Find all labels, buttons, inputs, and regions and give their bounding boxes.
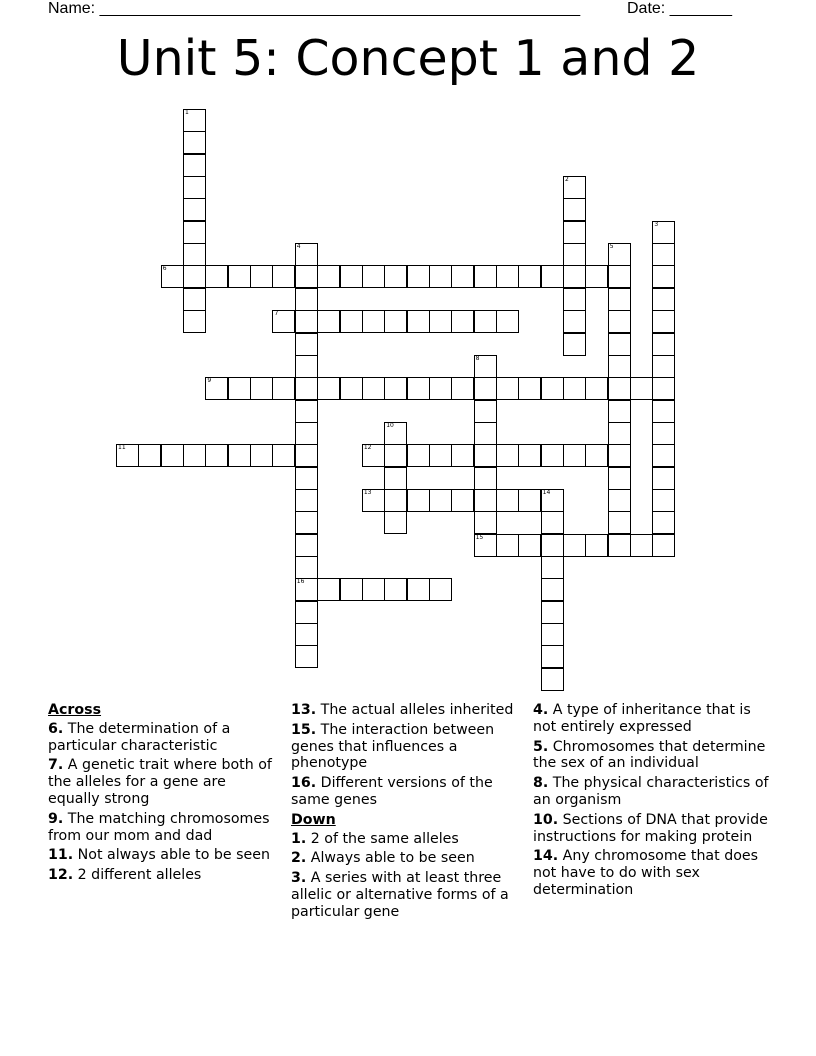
- grid-cell[interactable]: [295, 422, 318, 445]
- grid-cell[interactable]: [474, 422, 497, 445]
- clue-item: [48, 721, 280, 755]
- grid-cell[interactable]: [295, 556, 318, 579]
- grid-cell[interactable]: [429, 444, 452, 467]
- grid-cell[interactable]: [317, 377, 340, 400]
- grid-cell[interactable]: [608, 422, 631, 445]
- grid-cell[interactable]: [429, 377, 452, 400]
- grid-cell[interactable]: [474, 467, 497, 490]
- grid-cell[interactable]: [384, 444, 407, 467]
- grid-cell[interactable]: [407, 265, 430, 288]
- grid-cell[interactable]: [541, 668, 564, 691]
- grid-cell[interactable]: [429, 578, 452, 601]
- grid-cell[interactable]: [652, 221, 675, 244]
- grid-cell[interactable]: [295, 601, 318, 624]
- grid-cell[interactable]: [585, 534, 608, 557]
- grid-cell[interactable]: [183, 221, 206, 244]
- clue-number: 12: [363, 444, 372, 452]
- grid-cell[interactable]: [563, 265, 586, 288]
- grid-cell[interactable]: [340, 578, 363, 601]
- grid-cell[interactable]: [496, 534, 519, 557]
- grid-cell[interactable]: [295, 377, 318, 400]
- grid-cell[interactable]: [541, 601, 564, 624]
- grid-cell[interactable]: [541, 511, 564, 534]
- grid-cell[interactable]: [608, 310, 631, 333]
- grid-cell[interactable]: [608, 534, 631, 557]
- grid-cell[interactable]: [652, 489, 675, 512]
- grid-cell[interactable]: [608, 333, 631, 356]
- grid-cell[interactable]: [116, 444, 139, 467]
- grid-cell[interactable]: [384, 489, 407, 512]
- grid-cell[interactable]: [295, 444, 318, 467]
- grid-cell[interactable]: [608, 467, 631, 490]
- clue-item-number: 16.: [291, 775, 317, 792]
- grid-cell[interactable]: [608, 355, 631, 378]
- clue-number: 6: [162, 265, 167, 273]
- grid-cell[interactable]: [652, 422, 675, 445]
- clue-item-text: Different versions of the same genes: [291, 775, 493, 808]
- grid-cell[interactable]: [630, 377, 653, 400]
- grid-cell[interactable]: [496, 377, 519, 400]
- grid-cell[interactable]: [541, 377, 564, 400]
- grid-cell[interactable]: [563, 243, 586, 266]
- across-heading: Across: [48, 702, 102, 718]
- clue-item-number: 10.: [533, 811, 559, 828]
- grid-cell[interactable]: [541, 623, 564, 646]
- grid-cell[interactable]: [183, 265, 206, 288]
- grid-cell[interactable]: [295, 243, 318, 266]
- grid-cell[interactable]: [608, 444, 631, 467]
- grid-cell[interactable]: [317, 265, 340, 288]
- clue-number: 10: [386, 421, 394, 429]
- grid-cell[interactable]: [295, 310, 318, 333]
- grid-cell[interactable]: [474, 489, 497, 512]
- grid-cell[interactable]: [272, 265, 295, 288]
- grid-cell[interactable]: [295, 265, 318, 288]
- grid-cell[interactable]: [407, 489, 430, 512]
- clue-item-number: 6.: [48, 720, 64, 737]
- grid-cell[interactable]: [541, 534, 564, 557]
- grid-cell[interactable]: [183, 288, 206, 311]
- clue-number: 15: [475, 533, 484, 541]
- clue-item-number: 14.: [533, 848, 559, 865]
- grid-cell[interactable]: [429, 310, 452, 333]
- grid-cell[interactable]: [518, 489, 541, 512]
- grid-cell[interactable]: [451, 265, 474, 288]
- clue-item: [291, 831, 521, 848]
- grid-cell[interactable]: [250, 444, 273, 467]
- grid-cell[interactable]: [496, 265, 519, 288]
- clue-item-text: 2 of the same alleles: [306, 830, 459, 847]
- grid-cell[interactable]: [362, 265, 385, 288]
- grid-cell[interactable]: [228, 265, 251, 288]
- grid-cell[interactable]: [295, 333, 318, 356]
- clue-number: 5: [609, 243, 614, 251]
- grid-cell[interactable]: [652, 288, 675, 311]
- clues-column-2: [291, 702, 521, 924]
- grid-cell[interactable]: [518, 444, 541, 467]
- grid-cell[interactable]: [608, 511, 631, 534]
- grid-cell[interactable]: [541, 556, 564, 579]
- clue-item-number: 4.: [533, 702, 549, 718]
- grid-cell[interactable]: [451, 489, 474, 512]
- grid-cell[interactable]: [585, 265, 608, 288]
- grid-cell[interactable]: [272, 444, 295, 467]
- grid-cell[interactable]: [496, 444, 519, 467]
- clue-item-number: 5.: [533, 738, 549, 755]
- grid-cell[interactable]: [384, 310, 407, 333]
- grid-cell[interactable]: [183, 198, 206, 221]
- clue-item-number: 1.: [291, 830, 307, 847]
- grid-cell[interactable]: [295, 467, 318, 490]
- grid-cell[interactable]: [407, 310, 430, 333]
- grid-cell[interactable]: [518, 265, 541, 288]
- clue-item-number: 8.: [533, 775, 549, 792]
- grid-cell[interactable]: [362, 377, 385, 400]
- grid-cell[interactable]: [474, 400, 497, 423]
- grid-cell[interactable]: [295, 489, 318, 512]
- clue-item: [291, 850, 521, 867]
- grid-cell[interactable]: [608, 288, 631, 311]
- grid-cell[interactable]: [474, 377, 497, 400]
- clue-number: 13: [363, 488, 372, 496]
- clue-item-text: The determination of a particular characteristic: [48, 720, 231, 754]
- grid-cell[interactable]: [407, 377, 430, 400]
- grid-cell[interactable]: [563, 288, 586, 311]
- grid-cell[interactable]: [652, 534, 675, 557]
- grid-cell[interactable]: [541, 444, 564, 467]
- grid-cell[interactable]: [362, 310, 385, 333]
- clue-number: 7: [274, 310, 279, 318]
- clue-item: [291, 870, 521, 920]
- grid-cell[interactable]: [541, 578, 564, 601]
- grid-cell[interactable]: [161, 444, 184, 467]
- clue-item-text: Any chromosome that does not have to do with sex determination: [533, 848, 759, 898]
- clue-item-text: 2 different alleles: [73, 867, 202, 884]
- grid-cell[interactable]: [340, 377, 363, 400]
- grid-cell[interactable]: [340, 265, 363, 288]
- grid-cell[interactable]: [496, 489, 519, 512]
- clue-item-text: The matching chromosomes from our mom and dad: [48, 810, 270, 844]
- grid-cell[interactable]: [362, 578, 385, 601]
- clue-item-number: 12.: [48, 867, 74, 884]
- grid-cell[interactable]: [652, 400, 675, 423]
- grid-cell[interactable]: [384, 377, 407, 400]
- down-clue-list: [291, 831, 521, 921]
- grid-cell[interactable]: [474, 310, 497, 333]
- clue-number: 1: [185, 109, 189, 116]
- grid-cell[interactable]: [384, 265, 407, 288]
- grid-cell[interactable]: [272, 377, 295, 400]
- clue-item-number: 11.: [48, 847, 74, 864]
- grid-cell[interactable]: [585, 444, 608, 467]
- grid-cell[interactable]: [652, 467, 675, 490]
- grid-cell[interactable]: [652, 377, 675, 400]
- grid-cell[interactable]: [474, 265, 497, 288]
- grid-cell[interactable]: [451, 444, 474, 467]
- clue-number: 2: [565, 176, 569, 184]
- grid-cell[interactable]: [563, 176, 586, 199]
- grid-cell[interactable]: [563, 444, 586, 467]
- grid-cell[interactable]: [652, 444, 675, 467]
- grid-cell[interactable]: [608, 489, 631, 512]
- clue-item: [48, 757, 280, 807]
- grid-cell[interactable]: [496, 310, 519, 333]
- grid-cell[interactable]: [272, 310, 295, 333]
- grid-cell[interactable]: [295, 645, 318, 668]
- grid-cell[interactable]: [317, 578, 340, 601]
- grid-cell[interactable]: [407, 578, 430, 601]
- grid-cell[interactable]: [295, 534, 318, 557]
- grid-cell[interactable]: [362, 489, 385, 512]
- clue-number: 14: [542, 488, 551, 496]
- clue-item-text: Chromosomes that determine the sex of an individual: [533, 738, 766, 772]
- grid-cell[interactable]: [518, 534, 541, 557]
- grid-cell[interactable]: [652, 265, 675, 288]
- clue-item-text: Sections of DNA that provide instructions for making protein: [533, 811, 768, 845]
- clue-item: [48, 811, 280, 845]
- clue-item-number: 7.: [48, 757, 64, 774]
- grid-cell[interactable]: [295, 511, 318, 534]
- grid-cell[interactable]: [630, 534, 653, 557]
- grid-cell[interactable]: [608, 265, 631, 288]
- grid-cell[interactable]: [474, 511, 497, 534]
- grid-cell[interactable]: [340, 310, 363, 333]
- grid-cell[interactable]: [608, 400, 631, 423]
- grid-cell[interactable]: [295, 288, 318, 311]
- grid-cell[interactable]: [205, 444, 228, 467]
- clues-column-3: [533, 702, 773, 902]
- grid-cell[interactable]: [295, 623, 318, 646]
- clue-item-number: 9.: [48, 810, 64, 827]
- grid-cell[interactable]: [474, 444, 497, 467]
- grid-cell[interactable]: [138, 444, 161, 467]
- grid-cell[interactable]: [429, 265, 452, 288]
- grid-cell[interactable]: [183, 154, 206, 177]
- grid-cell[interactable]: [451, 377, 474, 400]
- grid-cell[interactable]: [384, 467, 407, 490]
- clue-item: [291, 775, 521, 809]
- grid-cell[interactable]: [384, 578, 407, 601]
- page-title: Unit 5: Concept 1 and 2: [116, 30, 700, 87]
- clue-item-text: The actual alleles inherited: [316, 702, 514, 718]
- grid-cell[interactable]: [474, 534, 497, 557]
- grid-cell[interactable]: [161, 265, 184, 288]
- grid-cell[interactable]: [563, 221, 586, 244]
- down-clue-list-continued: [533, 702, 773, 899]
- clue-item: [291, 722, 521, 772]
- grid-cell[interactable]: [295, 355, 318, 378]
- clue-item-text: The physical characteristics of an organism: [533, 775, 769, 808]
- clue-item-number: 15.: [291, 721, 317, 738]
- across-clue-list: [48, 721, 280, 884]
- clue-item-text: A series with at least three allelic or alternative forms of a particular gene: [291, 870, 509, 920]
- grid-cell[interactable]: [541, 489, 564, 512]
- grid-cell[interactable]: [205, 265, 228, 288]
- clue-item: [533, 812, 773, 846]
- grid-cell[interactable]: [652, 355, 675, 378]
- grid-cell[interactable]: [585, 377, 608, 400]
- grid-cell[interactable]: [183, 131, 206, 154]
- grid-cell[interactable]: [183, 444, 206, 467]
- clue-item: [533, 702, 773, 736]
- clue-item: [48, 847, 280, 864]
- clue-number: 11: [118, 444, 126, 452]
- grid-cell[interactable]: [541, 645, 564, 668]
- grid-cell[interactable]: [563, 377, 586, 400]
- clue-number: 9: [207, 377, 212, 385]
- clue-item: [48, 867, 280, 884]
- clue-item-text: The interaction between genes that influences a phenotype: [291, 721, 495, 772]
- grid-cell[interactable]: [407, 444, 430, 467]
- clue-item-text: A genetic trait where both of the alleles for a gene are equally strong: [48, 757, 272, 807]
- grid-cell[interactable]: [205, 377, 228, 400]
- grid-cell[interactable]: [228, 444, 251, 467]
- clue-item-number: 3.: [291, 870, 307, 887]
- clues-column-1: [48, 702, 280, 887]
- grid-cell[interactable]: [652, 310, 675, 333]
- across-clue-list-continued: [291, 702, 521, 809]
- grid-cell[interactable]: [384, 422, 407, 445]
- clue-item: [533, 848, 773, 898]
- grid-cell[interactable]: [295, 400, 318, 423]
- grid-cell[interactable]: [518, 377, 541, 400]
- grid-cell[interactable]: [652, 511, 675, 534]
- grid-cell[interactable]: [563, 534, 586, 557]
- grid-cell[interactable]: [295, 578, 318, 601]
- grid-cell[interactable]: [563, 310, 586, 333]
- grid-cell[interactable]: [652, 243, 675, 266]
- date-line[interactable]: Date: _______: [627, 0, 732, 17]
- grid-cell[interactable]: [183, 310, 206, 333]
- clue-item: [533, 739, 773, 773]
- clue-item: [291, 702, 521, 719]
- clue-number: 4: [296, 243, 301, 251]
- clue-item: [533, 775, 773, 809]
- grid-cell[interactable]: [250, 377, 273, 400]
- grid-cell[interactable]: [384, 511, 407, 534]
- grid-cell[interactable]: [608, 243, 631, 266]
- clue-item-number: 13.: [291, 702, 317, 718]
- grid-cell[interactable]: [183, 176, 206, 199]
- grid-cell[interactable]: [563, 333, 586, 356]
- grid-cell[interactable]: [183, 109, 206, 132]
- clue-number: 16: [296, 578, 305, 586]
- grid-cell[interactable]: [362, 444, 385, 467]
- grid-cell[interactable]: [541, 265, 564, 288]
- grid-cell[interactable]: [451, 310, 474, 333]
- clue-item-text: A type of inheritance that is not entirely expressed: [533, 702, 751, 735]
- grid-cell[interactable]: [563, 198, 586, 221]
- clue-item-text: Always able to be seen: [306, 850, 475, 867]
- clue-item-text: Not always able to be seen: [73, 847, 270, 864]
- grid-cell[interactable]: [652, 333, 675, 356]
- grid-cell[interactable]: [608, 377, 631, 400]
- down-heading: Down: [291, 811, 336, 828]
- grid-cell[interactable]: [183, 243, 206, 266]
- grid-cell[interactable]: [429, 489, 452, 512]
- grid-cell[interactable]: [228, 377, 251, 400]
- clue-item-number: 2.: [291, 850, 307, 867]
- grid-cell[interactable]: [250, 265, 273, 288]
- grid-cell[interactable]: [317, 310, 340, 333]
- name-line[interactable]: Name: ______________________________________________________: [48, 0, 581, 17]
- clue-number: 8: [475, 354, 480, 362]
- grid-cell[interactable]: [474, 355, 497, 378]
- clue-number: 3: [654, 220, 659, 228]
